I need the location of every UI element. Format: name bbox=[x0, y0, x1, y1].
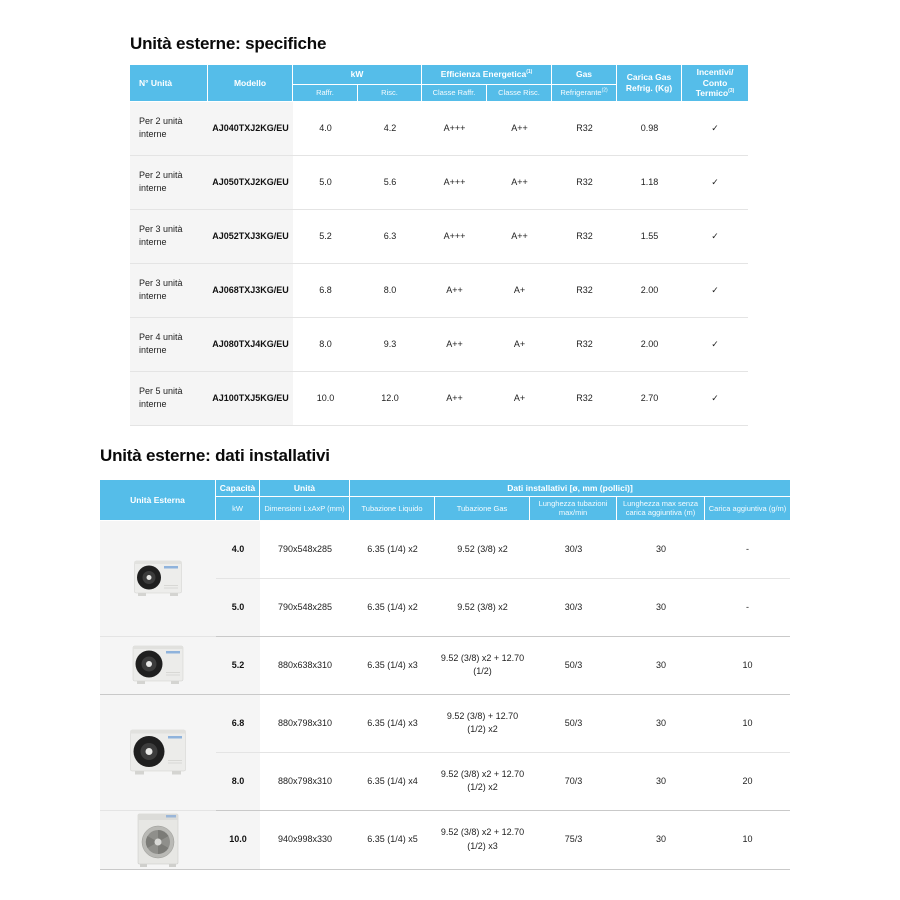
col-subheader-tubazione-liquido-label: Tubazione Liquido bbox=[361, 503, 423, 513]
col-header-gas bbox=[552, 65, 617, 85]
table-row bbox=[130, 372, 748, 426]
col-subheader-raffr bbox=[293, 85, 358, 102]
cell-incentivi-check: ✓ bbox=[682, 102, 748, 156]
cell-classe-raffr: A+++ bbox=[422, 156, 487, 210]
cell-gas: R32 bbox=[552, 318, 617, 372]
cell-tubazione-liquido: 6.35 (1/4) x4 bbox=[350, 753, 435, 811]
section-title-specifiche: Unità esterne: specifiche bbox=[130, 34, 327, 53]
outdoor-unit-small-image bbox=[100, 521, 216, 637]
cell-carica: 2.00 bbox=[617, 264, 682, 318]
cell-gas: R32 bbox=[552, 102, 617, 156]
cell-gas: R32 bbox=[552, 372, 617, 426]
col-header-incentivi bbox=[682, 65, 748, 102]
cell-tubazione-liquido: 6.35 (1/4) x2 bbox=[350, 521, 435, 579]
col-subheader-risc-label: Risc. bbox=[381, 88, 398, 98]
cell-classe-risc: A++ bbox=[487, 210, 552, 264]
table-row bbox=[100, 811, 790, 870]
cell-incentivi-check: ✓ bbox=[682, 210, 748, 264]
cell-tubazione-gas: 9.52 (3/8) + 12.70 (1/2) x2 bbox=[435, 695, 530, 753]
outdoor-unit-xl-icon bbox=[131, 811, 185, 869]
table-row bbox=[130, 210, 748, 264]
col-subheader-raffr-label: Raffr. bbox=[316, 88, 334, 98]
cell-capacita: 8.0 bbox=[216, 753, 260, 811]
cell-carica: 1.18 bbox=[617, 156, 682, 210]
cell-lunghezza-max: 30 bbox=[617, 521, 705, 579]
col-header-n-unita-label: N° Unità bbox=[139, 77, 173, 88]
cell-lunghezza-tubazioni: 30/3 bbox=[530, 579, 617, 637]
col-header-unita bbox=[260, 480, 350, 497]
cell-gas: R32 bbox=[552, 156, 617, 210]
col-header-modello bbox=[208, 65, 293, 102]
cell-n-unita: Per 3 unità interne bbox=[130, 264, 208, 318]
cell-lunghezza-max: 30 bbox=[617, 695, 705, 753]
install-section bbox=[100, 446, 790, 870]
cell-modello: AJ050TXJ2KG/EU bbox=[208, 156, 293, 210]
cell-kw-raffr: 4.0 bbox=[293, 102, 358, 156]
col-header-dati-installativi bbox=[350, 480, 790, 497]
col-subheader-tubazione-gas bbox=[435, 497, 530, 521]
table-row bbox=[100, 521, 790, 579]
cell-kw-risc: 6.3 bbox=[358, 210, 422, 264]
col-header-n-unita bbox=[130, 65, 208, 102]
cell-lunghezza-tubazioni: 50/3 bbox=[530, 695, 617, 753]
col-header-efficienza bbox=[422, 65, 552, 85]
cell-lunghezza-max: 30 bbox=[617, 637, 705, 695]
table-row bbox=[100, 637, 790, 695]
col-subheader-refrigerante-label: Refrigerante bbox=[560, 88, 602, 98]
table-row bbox=[100, 695, 790, 753]
outdoor-unit-large-image bbox=[100, 695, 216, 811]
cell-n-unita: Per 3 unità interne bbox=[130, 210, 208, 264]
col-subheader-tubazione-gas-label: Tubazione Gas bbox=[456, 503, 508, 513]
cell-dimensioni: 790x548x285 bbox=[260, 579, 350, 637]
cell-kw-risc: 12.0 bbox=[358, 372, 422, 426]
cell-kw-risc: 9.3 bbox=[358, 318, 422, 372]
col-header-efficienza-label: Efficienza Energetica bbox=[440, 69, 527, 80]
cell-tubazione-liquido: 6.35 (1/4) x5 bbox=[350, 811, 435, 870]
cell-dimensioni: 880x638x310 bbox=[260, 637, 350, 695]
cell-modello: AJ040TXJ2KG/EU bbox=[208, 102, 293, 156]
outdoor-unit-large-icon bbox=[127, 724, 189, 780]
cell-kw-risc: 4.2 bbox=[358, 102, 422, 156]
col-header-gas-label: Gas bbox=[575, 69, 593, 80]
cell-lunghezza-max: 30 bbox=[617, 579, 705, 637]
cell-tubazione-gas: 9.52 (3/8) x2 + 12.70 (1/2) x2 bbox=[435, 753, 530, 811]
cell-dimensioni: 880x798x310 bbox=[260, 753, 350, 811]
col-header-modello-label: Modello bbox=[233, 77, 267, 88]
cell-capacita: 5.0 bbox=[216, 579, 260, 637]
col-header-incentivi-line2: Conto Termico bbox=[695, 77, 729, 99]
outdoor-unit-xl-image bbox=[100, 811, 216, 870]
col-header-dati-installativi-label: Dati installativi [ø, mm (pollici)] bbox=[507, 482, 633, 493]
cell-capacita: 10.0 bbox=[216, 811, 260, 870]
incentivi-footnote-sup: (3) bbox=[728, 88, 735, 95]
col-subheader-kw-label: kW bbox=[232, 503, 243, 513]
cell-tubazione-gas: 9.52 (3/8) x2 bbox=[435, 579, 530, 637]
cell-carica-aggiuntiva: 20 bbox=[705, 753, 790, 811]
cell-tubazione-liquido: 6.35 (1/4) x2 bbox=[350, 579, 435, 637]
cell-modello: AJ100TXJ5KG/EU bbox=[208, 372, 293, 426]
cell-n-unita: Per 2 unità interne bbox=[130, 102, 208, 156]
cell-classe-risc: A+ bbox=[487, 318, 552, 372]
cell-lunghezza-tubazioni: 30/3 bbox=[530, 521, 617, 579]
col-subheader-lunghezza-max-label: Lunghezza max senza carica aggiuntiva (m) bbox=[622, 499, 699, 518]
cell-incentivi-check: ✓ bbox=[682, 156, 748, 210]
cell-capacita: 4.0 bbox=[216, 521, 260, 579]
cell-tubazione-gas: 9.52 (3/8) x2 + 12.70 (1/2) bbox=[435, 637, 530, 695]
col-subheader-kw bbox=[216, 497, 260, 521]
cell-kw-raffr: 5.0 bbox=[293, 156, 358, 210]
cell-classe-raffr: A++ bbox=[422, 372, 487, 426]
cell-classe-raffr: A+++ bbox=[422, 102, 487, 156]
cell-carica: 2.00 bbox=[617, 318, 682, 372]
cell-tubazione-liquido: 6.35 (1/4) x3 bbox=[350, 637, 435, 695]
cell-lunghezza-max: 30 bbox=[617, 753, 705, 811]
cell-modello: AJ052TXJ3KG/EU bbox=[208, 210, 293, 264]
col-header-unita-esterna-label: Unità Esterna bbox=[130, 494, 185, 505]
col-subheader-lunghezza-tubazioni bbox=[530, 497, 617, 521]
cell-kw-raffr: 5.2 bbox=[293, 210, 358, 264]
refrigerante-footnote-sup: (2) bbox=[601, 87, 608, 94]
outdoor-unit-small-icon bbox=[132, 554, 184, 602]
cell-kw-raffr: 10.0 bbox=[293, 372, 358, 426]
cell-lunghezza-tubazioni: 70/3 bbox=[530, 753, 617, 811]
cell-carica-aggiuntiva: 10 bbox=[705, 637, 790, 695]
table-row bbox=[130, 156, 748, 210]
col-header-unita-esterna bbox=[100, 480, 216, 521]
col-subheader-risc bbox=[358, 85, 422, 102]
cell-tubazione-gas: 9.52 (3/8) x2 bbox=[435, 521, 530, 579]
cell-lunghezza-max: 30 bbox=[617, 811, 705, 870]
col-subheader-classe-raffr-label: Classe Raffr. bbox=[432, 88, 476, 98]
col-subheader-tubazione-liquido bbox=[350, 497, 435, 521]
section-title-dati-installativi: Unità esterne: dati installativi bbox=[100, 446, 330, 465]
col-subheader-classe-risc-label: Classe Risc. bbox=[498, 88, 540, 98]
cell-modello: AJ080TXJ4KG/EU bbox=[208, 318, 293, 372]
cell-classe-risc: A++ bbox=[487, 102, 552, 156]
cell-carica-aggiuntiva: - bbox=[705, 579, 790, 637]
col-header-kw bbox=[293, 65, 422, 85]
cell-kw-raffr: 6.8 bbox=[293, 264, 358, 318]
col-subheader-refrigerante bbox=[552, 85, 617, 102]
col-header-unita-label: Unità bbox=[293, 482, 316, 493]
outdoor-unit-medium-icon bbox=[130, 640, 186, 690]
cell-incentivi-check: ✓ bbox=[682, 318, 748, 372]
cell-lunghezza-tubazioni: 50/3 bbox=[530, 637, 617, 695]
cell-dimensioni: 940x998x330 bbox=[260, 811, 350, 870]
cell-carica-aggiuntiva: 10 bbox=[705, 811, 790, 870]
col-subheader-dimensioni-label: Dimensioni LxAxP (mm) bbox=[264, 503, 345, 513]
cell-incentivi-check: ✓ bbox=[682, 264, 748, 318]
col-header-kw-label: kW bbox=[350, 69, 364, 80]
table-row bbox=[130, 264, 748, 318]
cell-n-unita: Per 2 unità interne bbox=[130, 156, 208, 210]
cell-capacita: 6.8 bbox=[216, 695, 260, 753]
cell-kw-risc: 5.6 bbox=[358, 156, 422, 210]
cell-lunghezza-tubazioni: 75/3 bbox=[530, 811, 617, 870]
table-row bbox=[130, 102, 748, 156]
cell-carica: 1.55 bbox=[617, 210, 682, 264]
spec-section bbox=[130, 34, 748, 426]
col-header-carica-label: Carica Gas Refrig. (Kg) bbox=[625, 72, 673, 93]
efficienza-footnote-sup: (1) bbox=[526, 69, 533, 76]
cell-n-unita: Per 5 unità interne bbox=[130, 372, 208, 426]
col-subheader-lunghezza-tubazioni-label: Lunghezza tubazioni max/min bbox=[538, 499, 608, 518]
cell-carica: 2.70 bbox=[617, 372, 682, 426]
cell-modello: AJ068TXJ3KG/EU bbox=[208, 264, 293, 318]
cell-classe-raffr: A++ bbox=[422, 318, 487, 372]
cell-n-unita: Per 4 unità interne bbox=[130, 318, 208, 372]
table-row bbox=[130, 318, 748, 372]
col-subheader-classe-raffr bbox=[422, 85, 487, 102]
cell-gas: R32 bbox=[552, 264, 617, 318]
col-subheader-dimensioni bbox=[260, 497, 350, 521]
col-header-carica-gas bbox=[617, 65, 682, 102]
cell-classe-risc: A+ bbox=[487, 264, 552, 318]
cell-carica: 0.98 bbox=[617, 102, 682, 156]
col-subheader-carica-aggiuntiva-label: Carica aggiuntiva (g/m) bbox=[708, 503, 787, 513]
cell-carica-aggiuntiva: - bbox=[705, 521, 790, 579]
col-header-capacita bbox=[216, 480, 260, 497]
col-header-incentivi-line1: Incentivi/ bbox=[696, 67, 734, 77]
cell-kw-risc: 8.0 bbox=[358, 264, 422, 318]
col-subheader-lunghezza-max bbox=[617, 497, 705, 521]
spec-table bbox=[130, 65, 748, 426]
col-subheader-carica-aggiuntiva bbox=[705, 497, 790, 521]
cell-classe-raffr: A+++ bbox=[422, 210, 487, 264]
outdoor-unit-medium-image bbox=[100, 637, 216, 695]
cell-gas: R32 bbox=[552, 210, 617, 264]
cell-carica-aggiuntiva: 10 bbox=[705, 695, 790, 753]
cell-incentivi-check: ✓ bbox=[682, 372, 748, 426]
col-header-capacita-label: Capacità bbox=[219, 482, 256, 493]
cell-dimensioni: 790x548x285 bbox=[260, 521, 350, 579]
col-subheader-classe-risc bbox=[487, 85, 552, 102]
cell-dimensioni: 880x798x310 bbox=[260, 695, 350, 753]
cell-capacita: 5.2 bbox=[216, 637, 260, 695]
cell-classe-risc: A++ bbox=[487, 156, 552, 210]
install-table bbox=[100, 480, 790, 870]
cell-tubazione-liquido: 6.35 (1/4) x3 bbox=[350, 695, 435, 753]
cell-classe-risc: A+ bbox=[487, 372, 552, 426]
cell-classe-raffr: A++ bbox=[422, 264, 487, 318]
cell-tubazione-gas: 9.52 (3/8) x2 + 12.70 (1/2) x3 bbox=[435, 811, 530, 870]
cell-kw-raffr: 8.0 bbox=[293, 318, 358, 372]
